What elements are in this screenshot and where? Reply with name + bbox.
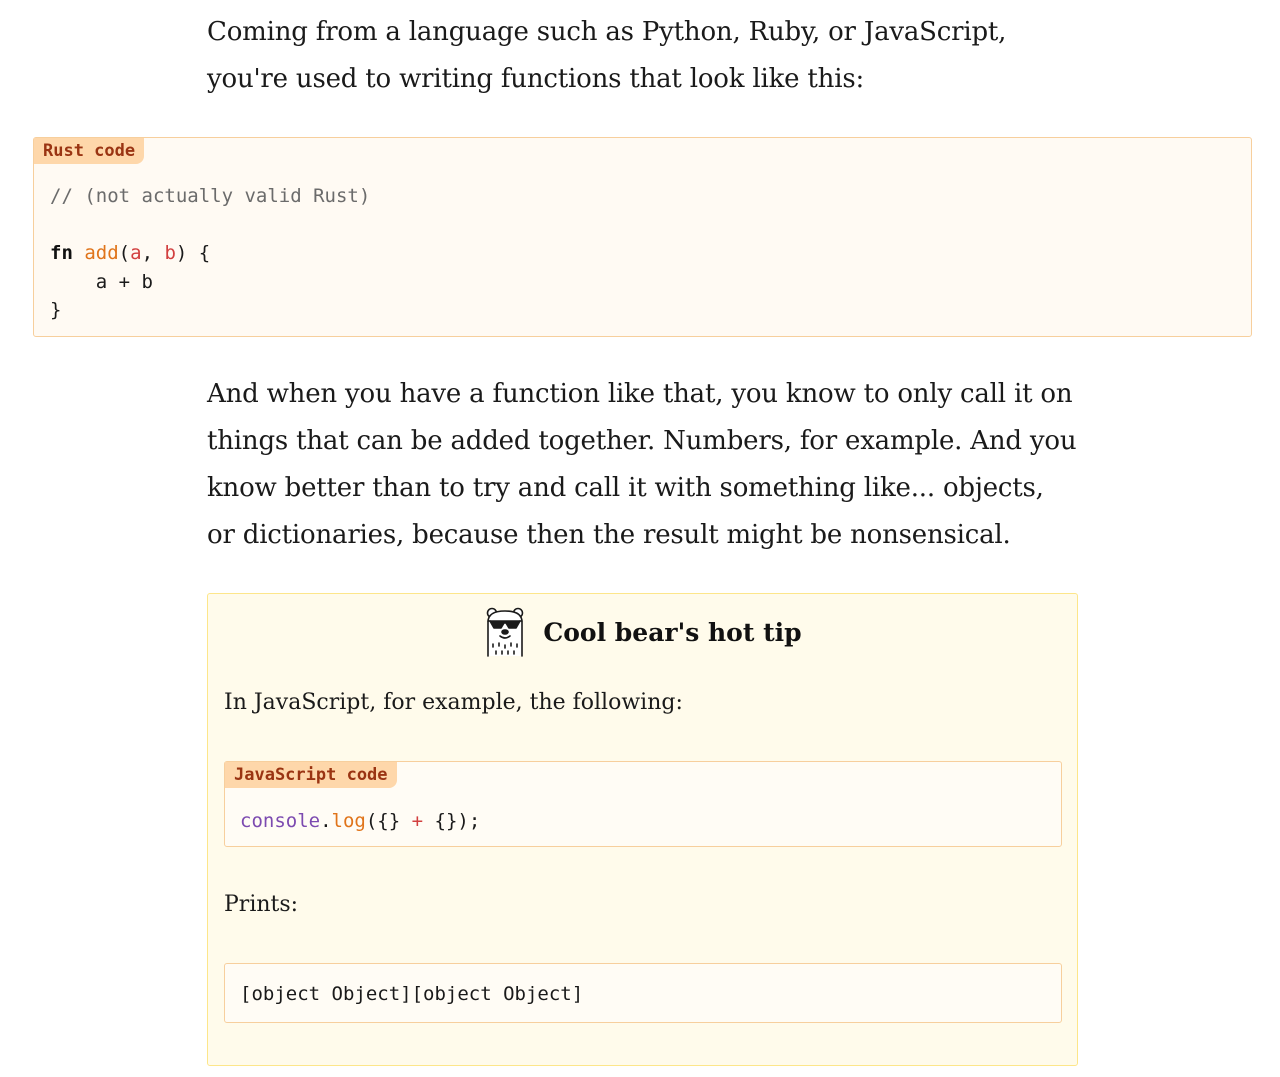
tip-intro-text: In JavaScript, for example, the following: [224, 690, 683, 715]
function-name: add [84, 242, 119, 264]
param-a: a [130, 242, 142, 264]
code-language-label: Rust code [34, 138, 144, 164]
prints-label: Prints: [224, 892, 299, 917]
function-body-line: a + b [50, 270, 153, 293]
code-operator: + [411, 810, 424, 832]
output-text: [object Object][object Object] [240, 983, 584, 1005]
code-method: log [331, 810, 366, 832]
closing-brace: } [50, 299, 62, 321]
cool-bear-tip-box [207, 593, 1078, 1066]
rust-code-block [33, 137, 1252, 337]
javascript-code-block [224, 761, 1062, 847]
code-comment: // (not actually valid Rust) [50, 185, 371, 207]
code-language-label: JavaScript code [225, 762, 397, 788]
tip-header [208, 606, 1077, 658]
keyword-fn: fn [50, 242, 73, 264]
tip-title: Cool bear's hot tip [543, 617, 802, 647]
explanation-paragraph: And when you have a function like that, you know to only call it on things that can be added together. Numbers, for example. And you know better than to try and call it with something like... objects, or dictionaries, because then the result might be nonsensical. [207, 379, 1077, 550]
output-code-block [224, 963, 1062, 1023]
code-content: console.log({} + {}); [240, 810, 481, 832]
param-b: b [164, 242, 176, 264]
code-object: console [240, 810, 321, 832]
intro-paragraph: Coming from a language such as Python, Ruby, or JavaScript, you're used to writing functions that look like this: [207, 17, 1007, 94]
code-content: // (not actually valid Rust) fn add(a, b) { a + b } [50, 185, 371, 321]
cool-bear-icon [483, 606, 527, 658]
